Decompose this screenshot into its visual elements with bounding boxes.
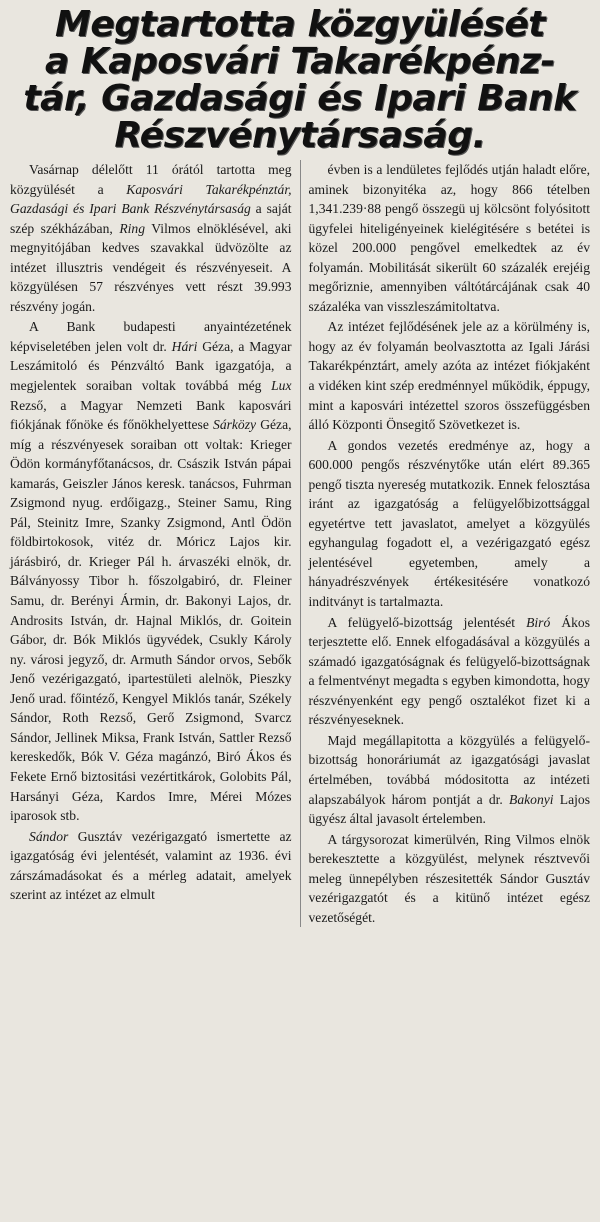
article-paragraph: A gondos vezetés eredménye az, hogy a 600.000 pengős részvénytőke után elért 89.365 pengő tiszta nyereség mutatkozik. Ennek felosztása iránt az igazgatóság a felügyelőbizottsággal egyetértve tett javaslatot, amelyet a közgyülés egyhangulag fogadott el, a vezérigazgató egész jelentésével egyetemben, amely a hányadrészvények értékesitésére vonatkozó inditványt is tartalmazta. [308, 437, 591, 610]
headline-line: a Kaposvári Takarékpénz- [45, 41, 555, 82]
article-paragraph: A felügyelő-bizottság jelentését Biró Ákos terjesztette elő. Ennek elfogadásával a közgyülés a számadó igazgatóságnak és felügyelő-bizottságnak a felmentvényt megadta s egyben kimondotta, hogy részvényenként egy pengő osztalékot fizet ki a részvényeseknek. [308, 614, 591, 728]
article-paragraph: Vasárnap délelőtt 11 órától tartotta meg közgyülését a Kaposvári Takarékpénztár, Gazdasági és Ipari Bank Részvénytársaság a saját szép székházában, Ring Vilmos elnöklésével, aki megnyitójában kedves szavakkal üdvözölte az intézet illusztris vendégeit és részvényeseit. A közgyülésen 57 részvényes vett részt 39.993 részvény jogán. [10, 162, 292, 314]
article-paragraph: Majd megállapitotta a közgyülés a felügyelő-bizottság honoráriumát az igazgatósági javaslat értelmében, továbbá módositotta az intézeti alapszabályok három pontját a dr. Bakonyi Lajos ügyész által javasolt értelemben. [308, 732, 591, 827]
right-column [309, 160, 591, 927]
article-paragraph: évben is a lendületes fejlődés utján haladt előre, aminek bizonyitéka az, hogy 866 tételben 1,341.239·88 pengő összegü uj kölcsönt folyósitott ügyfelei hiteligényeinek kielégitésére s betétei is közel 200.000 pengővel emelkedtek az év folyamán. Mobilitását sikerült 60 százalék erejéig megőriznie, amennyiben váltótárcájának csak 40 százaléka van visszleszámitoltatva. [308, 162, 591, 314]
article-headline [10, 6, 590, 154]
article-paragraph: A Bank budapesti anyaintézetének képviseletében jelen volt dr. Hári Géza, a Magyar Leszámitoló és Pénzváltó Bank igazgatója, a megjelentek soraiban voltak továbbá még Lux Rezső, a Magyar Nemzeti Bank kaposvári fiókjának főnöke és főnökhelyettese Sárközy Géza, míg a részvényesek soraiban ott voltak: Krieger Ödön kormányfőtanácsos, dr. Császik István pápai kamarás, Geiszler János keresk. tanácsos, Fuhrman Zsigmond nyug. erdőigazg., Steiner Samu, Ring Pál, Steinitz Imre, Szanky Zsigmond, Antl Ödön földbirtokosok, vitéz dr. Móricz Lajos kir. járásbiró, dr. Krieger Pál h. árvaszéki elnök, dr. Bálványossy Tibor h. főszolgabiró, dr. Fleiner Samu, dr. Berényi Ármin, dr. Bakonyi Lajos, dr. Androsits István, dr. Hajnal Miklós, dr. Goitein Gábor, dr. Bók Miklós ügyvédek, Csukly Károly ny. városi jegyző, dr. Armuth Sándor orvos, Sebők Jenő vezérigazgató, ipartestületi alelnök, Pieszky Jenő urad. főintéző, Kengyel Miklós tanár, Székely Sándor, Roth Rezső, Gerő Zsigmond, Svarcz Sándor, Jellinek Miksa, Frank István, Sattler Rezső kereskedők, Bók V. Géza magánzó, Biró Ákos és Fekete Ernő biztositási vezértitkárok, Golobits Pál, Harsányi Géza, Kardos Imre, Mérei Mózes iparosok stb. [10, 319, 292, 824]
article-paragraph: A tárgysorozat kimerülvén, Ring Vilmos elnök berekesztette a közgyülést, melynek résztvevői meleg ünnepélyben részesitették Sándor Gusztáv vezérigazgatót és a kitünő intézet egész vezetőségét. [308, 831, 591, 925]
headline-line: Részvénytársaság. [114, 115, 486, 156]
headline-line: Megtartotta közgyülését [55, 4, 545, 45]
article-body [10, 160, 590, 927]
column-divider [300, 160, 301, 927]
left-column [10, 160, 292, 927]
article-paragraph: Sándor Gusztáv vezérigazgató ismertette az igazgatóság évi jelentését, valamint az 1936. évi zárszámadásokat és a mérleg adatait, amelyek szerint az intézet az elmult [10, 828, 292, 903]
article-paragraph: Az intézet fejlődésének jele az a körülmény is, hogy az év folyamán beolvasztotta az Igali Járási Takarékpénztárt, amely azóta az intézet fiókjaként a vidéken kint szép eredménnyel működik, éppugy, mint a kaposvári intézettel szoros összefüggésben álló Központi Önsegitő Szövetkezet is. [308, 319, 591, 433]
headline-line: tár, Gazdasági és Ipari Bank [23, 78, 577, 119]
